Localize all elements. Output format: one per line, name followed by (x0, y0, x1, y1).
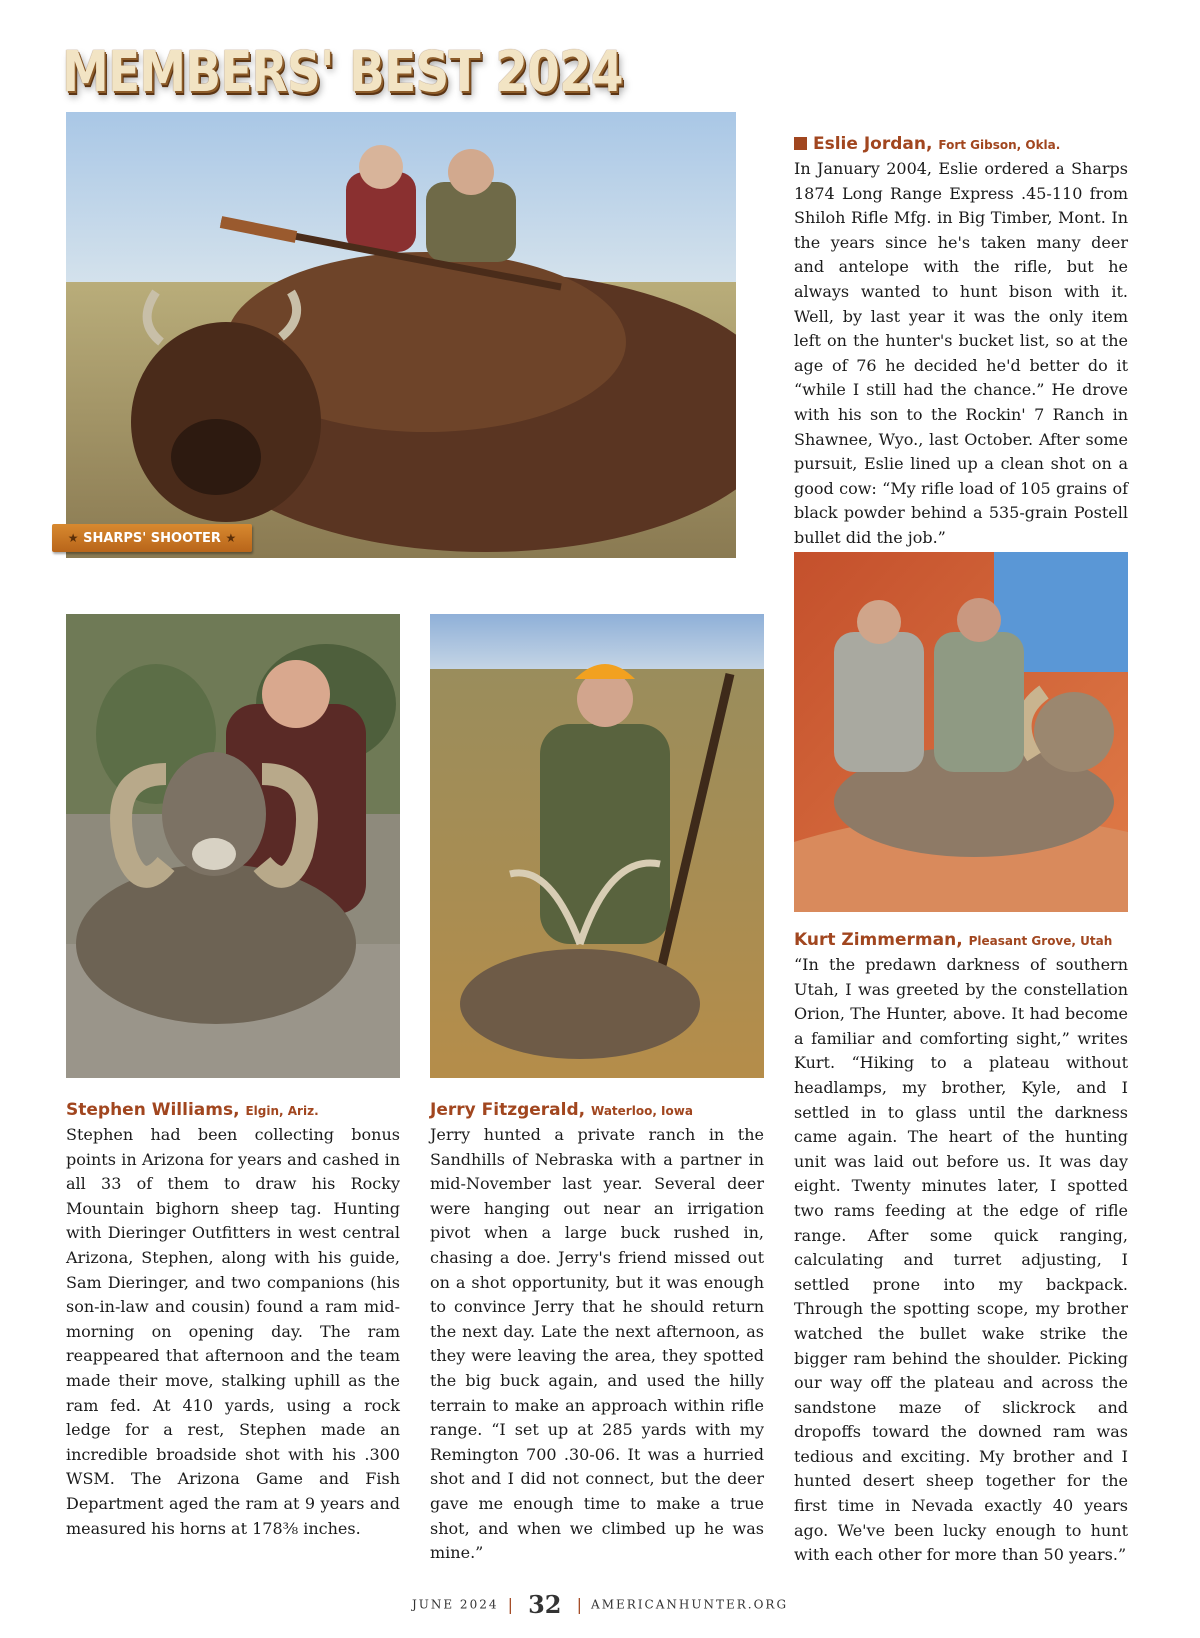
article-stephen-williams (66, 1098, 400, 1541)
author-location: Waterloo, Iowa (591, 1104, 693, 1118)
square-bullet-icon (794, 137, 807, 150)
desert-sheep-photo (794, 552, 1128, 912)
article-body: In January 2004, Eslie ordered a Sharps 1874 Long Range Express .45-110 from Shiloh Rifle Mfg. in Big Timber, Mont. In the years since he's taken many deer and antelope with the rifle, but he always wanted to hunt bison with it. Well, by last year it was the only item left on the hunter's bucket list, so at the age of 76 he decided he'd better do it “while I still had the chance.” He drove with his son to the Rockin' 7 Ranch in Shawnee, Wyo., last October. After some pursuit, Eslie lined up a clean shot on a good cow: “My rifle load of 105 grains of black powder behind a 535-grain Postell bullet did the job.” (794, 159, 1128, 547)
star-icon: ★ (225, 531, 237, 545)
author-location: Elgin, Ariz. (245, 1104, 319, 1118)
star-icon: ★ (67, 531, 79, 545)
badge-label: SHARPS' SHOOTER (83, 531, 221, 546)
bison-photo (66, 112, 736, 558)
author-name: Stephen Williams, (66, 1100, 240, 1120)
page-footer (0, 1590, 1200, 1619)
masthead-title: MEMBERS' BEST 2024 (62, 40, 623, 105)
article-heading (794, 132, 1128, 157)
author-name: Eslie Jordan, (813, 134, 933, 154)
article-body: Stephen had been collecting bonus points in Arizona for years and cashed in all 33 of them to draw his Rocky Mountain bighorn sheep tag. Hunting with Dieringer Outfitters in west central Arizona, Stephen, along with his guide, Sam Dieringer, and two companions (his son-in-law and cousin) found a ram mid-morning on opening day. The ram reappeared that afternoon and the team made their move, stalking uphill as the ram fed. At 410 yards, using a rock ledge for a rest, Stephen made an incredible broadside shot with his .300 WSM. The Arizona Game and Fish Department aged the ram at 9 years and measured his horns at 178⅜ inches. (66, 1125, 400, 1538)
author-name: Kurt Zimmerman, (794, 930, 963, 950)
article-eslie-jordan (794, 132, 1128, 551)
article-body: “In the predawn darkness of southern Utah, I was greeted by the constellation Orion, The Hunter, above. It had become a familiar and comforting sight,” writes Kurt. “Hiking to a plateau without headlamps, my brother, Kyle, and I settled in to glass until the darkness came again. The heart of the hunting unit was laid out before us. It was day eight. Twenty minutes later, I spotted two rams feeding at the edge of rifle range. After some quick ranging, calculating and turret adjusting, I settled prone into my backpack. Through the spotting scope, my brother watched the bullet wake strike the bigger ram behind the shoulder. Picking our way off the plateau and across the sandstone maze of slickrock and dropoffs toward the downed ram was tedious and exciting. My brother and I hunted desert sheep together for the first time in Nevada exactly 40 years ago. We've been lucky enough to hunt with each other for more than 50 years.” (794, 955, 1128, 1565)
issue-date: JUNE 2024 (411, 1597, 499, 1612)
page-number: 32 (528, 1590, 562, 1619)
sharps-shooter-badge (52, 524, 252, 552)
website-link[interactable]: AMERICANHUNTER.ORG (591, 1597, 789, 1612)
author-location: Fort Gibson, Okla. (938, 138, 1061, 152)
article-heading (794, 928, 1128, 953)
mule-deer-photo (430, 614, 764, 1078)
footer-separator: | (507, 1595, 513, 1614)
article-heading (430, 1098, 764, 1123)
author-location: Pleasant Grove, Utah (968, 934, 1113, 948)
article-kurt-zimmerman (794, 928, 1128, 1568)
article-body: Jerry hunted a private ranch in the Sandhills of Nebraska with a partner in mid-November last year. Several deer were hanging out near an irrigation pivot when a large buck rushed in, chasing a doe. Jerry's friend missed out on a shot opportunity, but it was enough to convince Jerry that he should return the next day. Late the next afternoon, as they were leaving the area, they spotted the big buck again, and used the hilly terrain to make an approach within rifle range. “I set up at 285 yards with my Remington 700 .30-06. It was a hurried shot and I did not connect, but the deer gave me enough time to make a true shot, and when we climbed up he was mine.” (430, 1125, 764, 1563)
author-name: Jerry Fitzgerald, (430, 1100, 586, 1120)
footer-separator: | (576, 1595, 582, 1614)
article-jerry-fitzgerald (430, 1098, 764, 1566)
bighorn-sheep-photo (66, 614, 400, 1078)
article-heading (66, 1098, 400, 1123)
